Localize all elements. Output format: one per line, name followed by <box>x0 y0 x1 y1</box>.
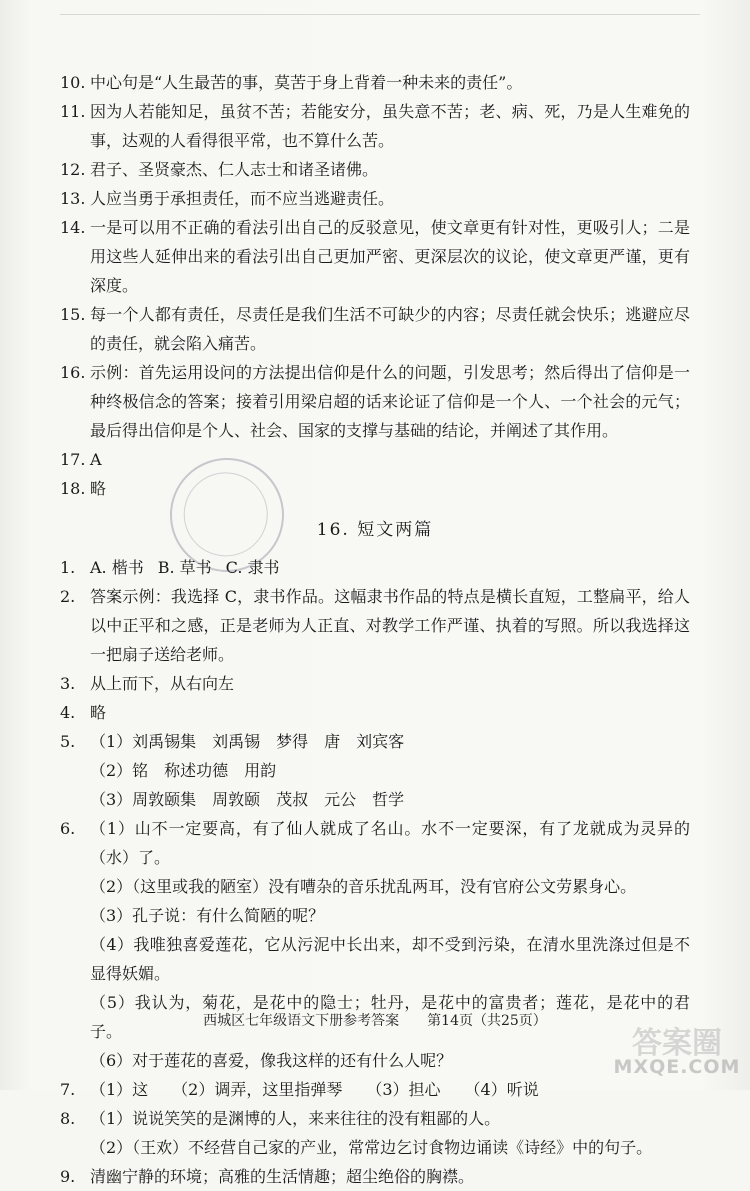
item-text: （1）这 （2）调弄，这里指弹琴 （3）担心 （4）听说 <box>90 1080 539 1099</box>
item-number: 11. <box>60 102 86 121</box>
answer-item <box>60 358 690 445</box>
item-text: 中心句是“人生最苦的事，莫苦于身上背着一种未来的责任”。 <box>90 73 523 92</box>
sub-answer <box>60 901 690 930</box>
indent-spacer <box>60 756 90 785</box>
answer-item <box>60 68 690 97</box>
sub-answer-text: （3）孔子说：有什么简陋的呢？ <box>90 906 325 925</box>
watermark-logo: 答案圈 <box>632 1026 722 1061</box>
item-number: 18. <box>60 479 86 498</box>
indent-spacer <box>60 785 90 814</box>
answer-item-5 <box>60 727 690 814</box>
sub-answer-text: （4）我唯独喜爱莲花，它从污泥中长出来，却不受到污染，在清水里洗涤过但是不显得妖媚。 <box>90 935 690 983</box>
sub-answer-text: （2）（这里或我的陋室）没有嘈杂的音乐扰乱两耳，没有官府公文劳累身心。 <box>90 877 637 896</box>
item-text: 略 <box>90 703 107 722</box>
item-number: 13. <box>60 189 86 208</box>
item-text <box>90 553 690 582</box>
answer-item <box>60 553 690 582</box>
option-c: C. 隶书 <box>225 558 280 577</box>
item-text: 人应当勇于承担责任，而不应当逃避责任。 <box>90 189 395 208</box>
indent-spacer <box>60 1046 90 1075</box>
sub-answer-text: （1）说说笑笑的是渊博的人，来来往往的没有粗鄙的人。 <box>90 1109 501 1128</box>
answer-item <box>60 97 690 155</box>
sub-answer <box>60 1104 690 1133</box>
answer-item <box>60 582 690 669</box>
item-text: 每一个人都有责任，尽责任是我们生活不可缺少的内容；尽责任就会快乐；逃避应尽的责任，就会陷入痛苦。 <box>90 305 690 353</box>
sub-answer-text: （1）山不一定要高，有了仙人就成了名山。水不一定要深，有了龙就成为灵异的（水）了。 <box>90 819 690 867</box>
sub-answer <box>60 814 690 872</box>
sub-answer-text: （5）我认为，菊花，是花中的隐士；牡丹，是花中的富贵者；莲花，是花中的君子。 <box>90 993 690 1041</box>
item-number: 15. <box>60 305 86 324</box>
indent-spacer <box>60 1133 90 1162</box>
section-title: 16. 短文两篇 <box>316 520 434 540</box>
item-number: 1. <box>60 558 76 577</box>
item-number: 14. <box>60 218 86 237</box>
item-number: 3. <box>60 674 76 693</box>
item-number: 12. <box>60 160 86 179</box>
item-text: 答案示例：我选择 C，隶书作品。这幅隶书作品的特点是横长直短，工整扁平，给人以中正平和之感，正是老师为人正直、对教学工作严谨、执着的写照。所以我选择这一把扇子送给老师。 <box>90 587 690 664</box>
answer-item-8 <box>60 1104 690 1162</box>
option-a: A. 楷书 <box>90 558 144 577</box>
sub-answer-text: （6）对于莲花的喜爱，像我这样的还有什么人呢？ <box>90 1051 453 1070</box>
item-number: 17. <box>60 450 86 469</box>
site-watermark <box>612 1018 742 1088</box>
page-footer: 西城区七年级语文下册参考答案 第14页（共25页） <box>203 1013 547 1029</box>
item-text: 清幽宁静的环境；高雅的生活情趣；超尘绝俗的胸襟。 <box>90 1167 475 1186</box>
answer-list-mid <box>60 582 690 727</box>
item-number: 5. <box>60 732 76 751</box>
answer-item <box>60 213 690 300</box>
watermark-site: MXQE.COM <box>613 1056 741 1078</box>
stamp-inner-ring <box>173 461 279 567</box>
item-number: 9. <box>60 1167 76 1186</box>
answer-item <box>60 698 690 727</box>
answer-item <box>60 155 690 184</box>
answer-item <box>60 184 690 213</box>
sub-answer <box>60 930 690 988</box>
item-text: 君子、圣贤豪杰、仁人志士和诸圣诸佛。 <box>90 160 379 179</box>
answer-item <box>60 1162 690 1191</box>
item-number: 7. <box>60 1080 76 1099</box>
indent-spacer <box>60 872 90 901</box>
top-rule <box>60 14 700 15</box>
sub-answer-text: （3）周敦颐集 周敦颐 茂叔 元公 哲学 <box>90 790 405 809</box>
sub-answer <box>60 1046 690 1075</box>
sub-answer <box>60 785 690 814</box>
indent-spacer <box>60 930 90 988</box>
answer-item <box>60 300 690 358</box>
sub-answer-text: （1）刘禹锡集 刘禹锡 梦得 唐 刘宾客 <box>90 732 405 751</box>
item-number: 10. <box>60 73 86 92</box>
item-text: 从上而下，从右向左 <box>90 674 235 693</box>
sub-answer <box>60 756 690 785</box>
item-text: A <box>90 450 102 469</box>
indent-spacer <box>60 901 90 930</box>
sub-answer-text: （2）（王欢）不经营自己家的产业，常常边乞讨食物边诵读《诗经》中的句子。 <box>90 1138 653 1157</box>
item-text: 示例：首先运用设问的方法提出信仰是什么的问题，引发思考；然后得出了信仰是一种终极信念的答案；接着引用梁启超的话来论证了信仰是一个人、一个社会的元气；最后得出信仰是个人、社会、国家的支撑与基础的结论，并阐述了其作用。 <box>90 363 690 440</box>
sub-answer <box>60 872 690 901</box>
item-number: 6. <box>60 819 76 838</box>
sub-answer-text: （2）铭 称述功德 用韵 <box>90 761 277 780</box>
item-number: 8. <box>60 1109 76 1128</box>
sub-answer <box>60 727 690 756</box>
item-text: 一是可以用不正确的看法引出自己的反驳意见，使文章更有针对性，更吸引人；二是用这些人延伸出来的看法引出自己更加严密、更深层次的议论，使文章更严谨，更有深度。 <box>90 218 690 295</box>
answer-item-6 <box>60 814 690 1075</box>
item-number: 2. <box>60 587 76 606</box>
item-number: 4. <box>60 703 76 722</box>
answer-item <box>60 474 690 503</box>
answer-item <box>60 445 690 474</box>
answer-item <box>60 669 690 698</box>
option-b: B. 草书 <box>157 558 212 577</box>
item-text: 略 <box>90 479 107 498</box>
sub-answer <box>60 1133 690 1162</box>
item-text: 因为人若能知足，虽贫不苦；若能安分，虽失意不苦；老、病、死，乃是人生难免的事，达观的人看得很平常，也不算什么苦。 <box>90 102 690 150</box>
item-number: 16. <box>60 363 86 382</box>
answer-list-top <box>60 68 690 503</box>
